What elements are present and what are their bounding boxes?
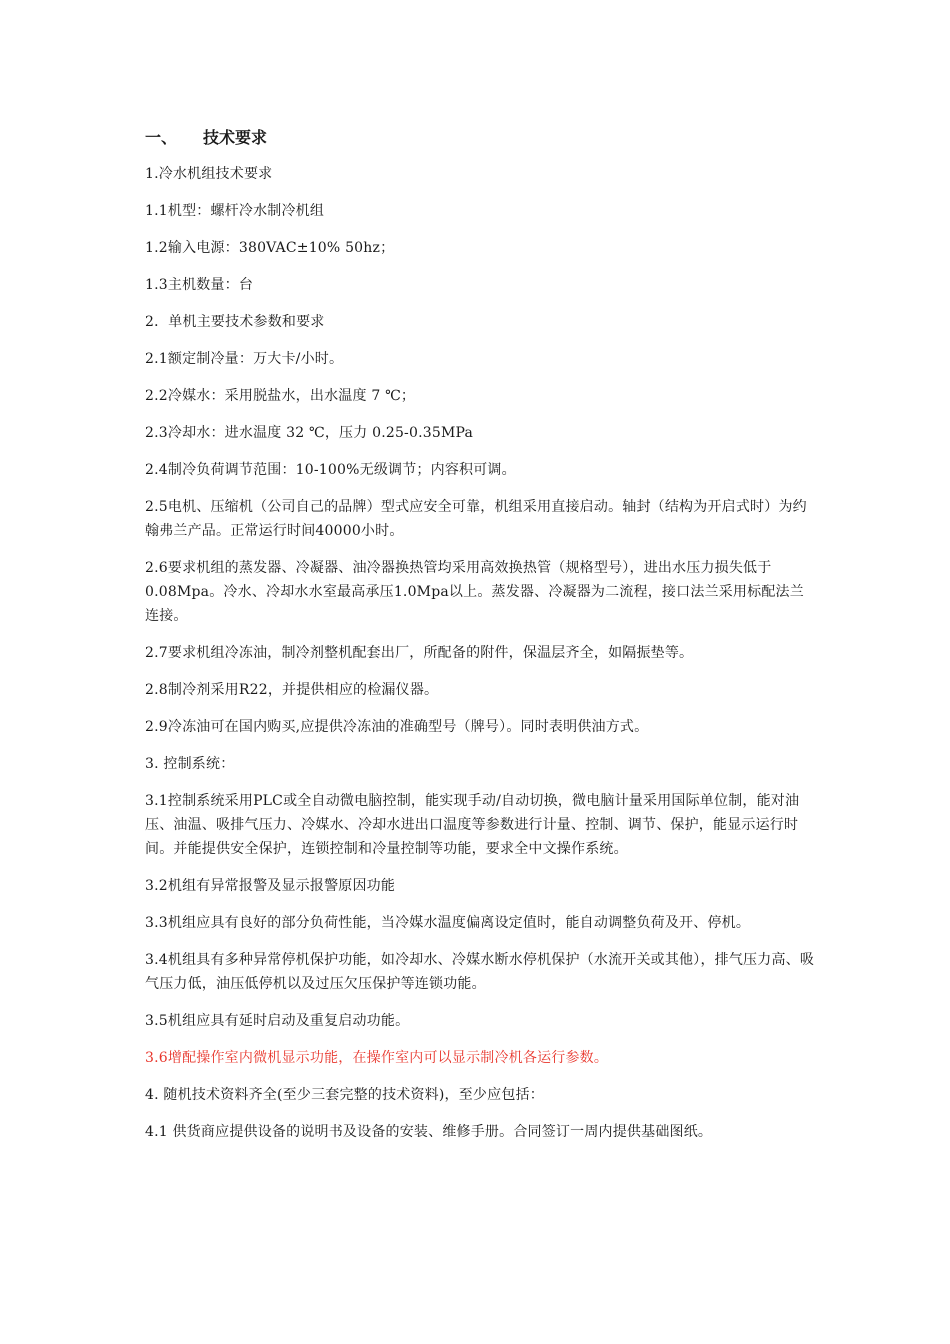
paragraph: 2．单机主要技术参数和要求 bbox=[145, 314, 325, 330]
paragraph-list bbox=[145, 162, 817, 1144]
paragraph: 2.2冷媒水：采用脱盐水，出水温度 7 ℃； bbox=[145, 388, 416, 404]
paragraph: 1.3主机数量：台 bbox=[145, 277, 254, 293]
section-number: 一、 bbox=[145, 128, 178, 147]
paragraph: 3. 控制系统： bbox=[145, 756, 235, 772]
paragraph: 3.2机组有异常报警及显示报警原因功能 bbox=[145, 878, 396, 894]
paragraph: 1.冷水机组技术要求 bbox=[145, 166, 273, 182]
document-body bbox=[145, 124, 817, 1157]
paragraph: 2.3冷却水：进水温度 32 ℃，压力 0.25-0.35MPa bbox=[145, 425, 474, 441]
paragraph: 4.1 供货商应提供设备的说明书及设备的安装、维修手册。合同签订一周内提供基础图纸。 bbox=[145, 1124, 713, 1140]
paragraph: 3.3机组应具有良好的部分负荷性能，当冷媒水温度偏离设定值时，能自动调整负荷及开、停机。 bbox=[145, 915, 751, 931]
paragraph: 3.4机组具有多种异常停机保护功能，如冷却水、冷媒水断水停机保护（水流开关或其他），排气压力高、吸气压力低，油压低停机以及过压欠压保护等连锁功能。 bbox=[145, 952, 815, 992]
paragraph: 1.1机型：螺杆冷水制冷机组 bbox=[145, 203, 325, 219]
paragraph: 2.1额定制冷量：万大卡/小时。 bbox=[145, 351, 344, 367]
section-title: 技术要求 bbox=[203, 128, 268, 147]
paragraph: 3.5机组应具有延时启动及重复启动功能。 bbox=[145, 1013, 410, 1029]
paragraph: 2.5电机、压缩机（公司自己的品牌）型式应安全可靠，机组采用直接启动。轴封（结构为开启式时）为约翰弗兰产品。正常运行时间40000小时。 bbox=[145, 499, 807, 539]
paragraph: 2.9冷冻油可在国内购买,应提供冷冻油的准确型号（牌号）。同时表明供油方式。 bbox=[145, 719, 649, 735]
paragraph: 4. 随机技术资料齐全(至少三套完整的技术资料)，至少应包括： bbox=[145, 1087, 544, 1103]
paragraph: 2.7要求机组冷冻油，制冷剂整机配套出厂，所配备的附件，保温层齐全，如隔振垫等。 bbox=[145, 645, 694, 661]
paragraph: 2.8制冷剂采用R22，并提供相应的检漏仪器。 bbox=[145, 682, 439, 698]
section-heading bbox=[145, 124, 817, 152]
paragraph: 3.1控制系统采用PLC或全自动微电脑控制，能实现手动/自动切换，微电脑计量采用国际单位制，能对油压、油温、吸排气压力、冷媒水、冷却水进出口温度等参数进行计量、控制、调节、保护，能显示运行时间。并能提供安全保护，连锁控制和冷量控制等功能，要求全中文操作系统。 bbox=[145, 793, 800, 857]
paragraph: 2.6要求机组的蒸发器、冷凝器、油冷器换热管均采用高效换热管（规格型号），进出水压力损失低于0.08Mpa。冷水、冷却水水室最高承压1.0Mpa以上。蒸发器、冷凝器为二流程，接口法兰采用标配法兰连接。 bbox=[145, 560, 804, 624]
paragraph: 2.4制冷负荷调节范围：10-100%无级调节；内容积可调。 bbox=[145, 462, 516, 478]
paragraph: 1.2输入电源：380VAC±10% 50hz； bbox=[145, 240, 395, 256]
paragraph: 3.6增配操作室内微机显示功能，在操作室内可以显示制冷机各运行参数。 bbox=[145, 1050, 609, 1066]
